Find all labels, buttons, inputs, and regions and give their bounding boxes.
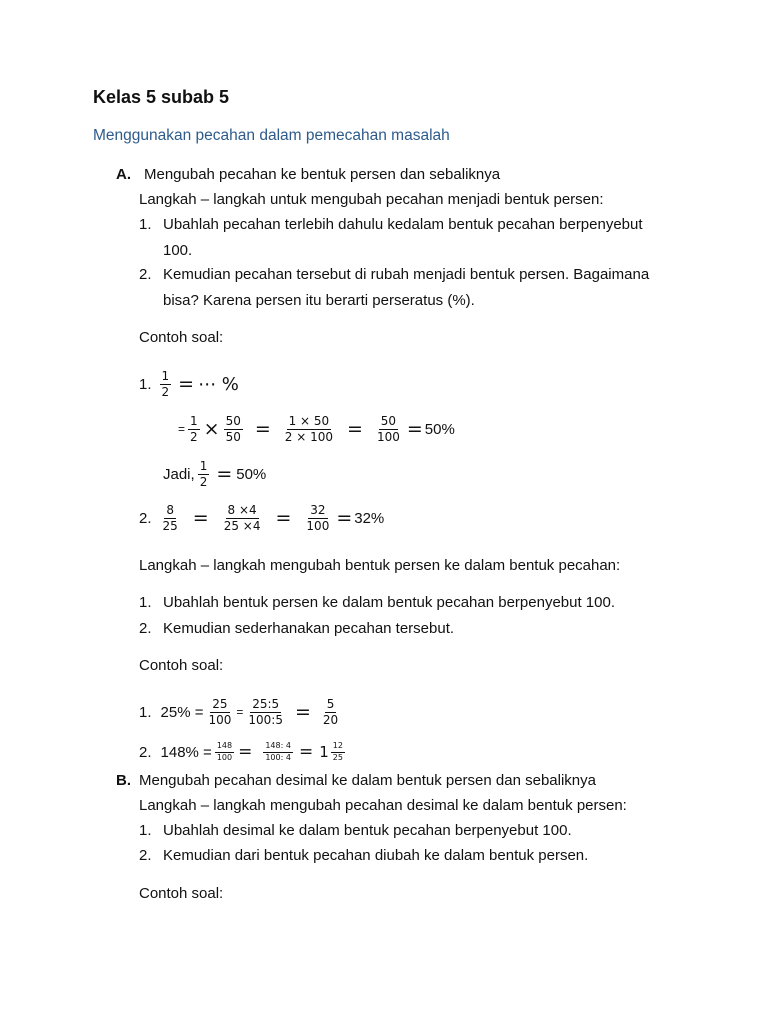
step-number: 2. [139, 847, 152, 864]
example-number: 1. [139, 703, 152, 721]
section-b-intro: Langkah – langkah mengubah pecahan desimal ke dalam bentuk persen: [139, 797, 627, 814]
times-sign: × [203, 418, 220, 440]
page-title: Kelas 5 subab 5 [93, 87, 230, 107]
step-text: Kemudian dari bentuk pecahan diubah ke dalam bentuk persen. [163, 847, 589, 864]
section-a-intro-2: Langkah – langkah mengubah bentuk persen ke dalam bentuk pecahan: [139, 557, 621, 574]
equals-sign: = [294, 701, 311, 723]
equals-sign: = [275, 507, 292, 529]
equals-sign: = [406, 418, 423, 440]
step-text: Kemudian pecahan tersebut di rubah menjadi bentuk persen. Bagaimana [163, 266, 650, 283]
fraction: $\frac{5}{20}$ [322, 696, 339, 727]
fraction: $\frac{8 \times 4}{25 \times 4}$ [223, 502, 261, 533]
mixed-whole: 1 [319, 743, 329, 761]
step-text-cont: bisa? Karena persen itu berarti perseratus (%). [163, 292, 475, 309]
example-number: 1. [139, 375, 152, 393]
step-text: Ubahlah bentuk persen ke dalam bentuk pecahan berpenyebut 100. [163, 594, 615, 611]
step-text: Ubahlah pecahan terlebih dahulu kedalam bentuk pecahan berpenyebut [163, 216, 643, 233]
fraction: $\frac{25}{100}$ [208, 696, 232, 727]
example-number: 2. [139, 509, 152, 527]
step-number: 2. [139, 620, 152, 637]
fraction: $\frac{50}{100}$ [376, 413, 400, 444]
section-a-intro: Langkah – langkah untuk mengubah pecahan menjadi bentuk persen: [139, 191, 604, 208]
example-number: 2. [139, 743, 152, 761]
example-2 [139, 499, 384, 537]
fraction: $\frac{25:5}{100:5}$ [248, 696, 283, 727]
section-a-heading: Mengubah pecahan ke bentuk persen dan sebaliknya [144, 166, 501, 183]
fraction: $\frac{1}{2}$ [190, 413, 198, 444]
fraction: $\frac{1 \times 50}{2 \times 100}$ [284, 413, 334, 444]
fraction: $\frac{148}{100}$ [216, 741, 233, 762]
fraction: $\frac{148: 4}{100: 4}$ [265, 741, 291, 762]
step-number: 1. [139, 594, 152, 611]
result-value: 32% [354, 509, 385, 527]
fraction: $\frac{32}{100}$ [306, 502, 330, 533]
fraction: $\frac{1}{2}$ [199, 458, 208, 489]
equals-sign: = [254, 418, 271, 440]
equals-sign: = [216, 463, 233, 485]
fraction: $\frac{1}{2}$ [161, 368, 170, 399]
fraction: $\frac{12}{25}$ [332, 741, 343, 762]
section-b-marker: B. [116, 772, 131, 789]
section-b-heading: Mengubah pecahan desimal ke dalam bentuk persen dan sebaliknya [139, 772, 596, 789]
step-number: 1. [139, 216, 152, 233]
equals-sign: = [236, 705, 244, 719]
example-1-question [139, 366, 239, 402]
percent-lead: 148% = [160, 743, 212, 761]
step-number: 2. [139, 266, 152, 283]
step-text: Kemudian sederhanakan pecahan tersebut. [163, 620, 455, 637]
fraction: $\frac{50}{50}$ [225, 413, 241, 444]
equals-sign: = [238, 742, 253, 762]
section-a-marker: A. [116, 166, 131, 183]
step-text: Ubahlah desimal ke dalam bentuk pecahan berpenyebut 100. [163, 822, 572, 839]
leading-equals: = [178, 422, 186, 436]
jadi-label: Jadi, [163, 465, 195, 483]
example-3 [139, 693, 343, 731]
equals-sign: = [192, 507, 209, 529]
result-value: 50% [424, 420, 455, 438]
equals-sign: = [178, 373, 195, 395]
page-subtitle: Menggunakan pecahan dalam pemecahan masalah [93, 127, 450, 144]
example-1-conclusion [163, 456, 266, 492]
unknown-percent: ⋯ % [198, 373, 239, 395]
contoh-soal-label: Contoh soal: [139, 885, 224, 902]
example-4 [139, 738, 348, 766]
step-number: 1. [139, 822, 152, 839]
equals-sign: = [298, 742, 314, 762]
percent-lead: 25% = [160, 703, 204, 721]
equals-sign: = [336, 507, 353, 529]
step-text-cont: 100. [163, 242, 193, 259]
contoh-soal-label: Contoh soal: [139, 657, 224, 674]
equals-sign: = [347, 418, 363, 440]
result-value: 50% [236, 465, 267, 483]
contoh-soal-label: Contoh soal: [139, 329, 224, 346]
fraction: $\frac{8}{25}$ [162, 502, 178, 533]
example-1-working [178, 410, 455, 448]
